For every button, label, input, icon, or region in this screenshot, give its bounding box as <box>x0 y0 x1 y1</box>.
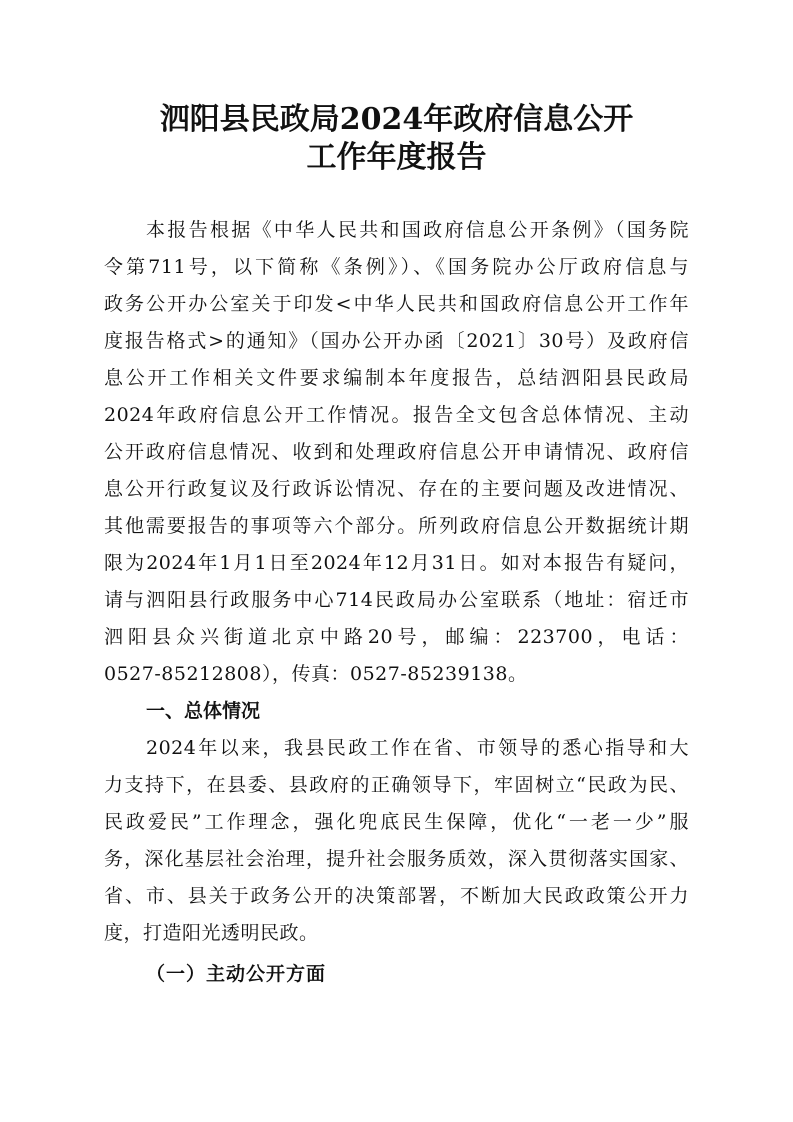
report-title-line-1: 泗阳县民政局2024年政府信息公开 <box>159 102 634 137</box>
overview-line: 务，深化基层社会治理，提升社会服务质效，深入贯彻落实国家、 <box>104 848 689 870</box>
intro-line: 泗阳县众兴街道北京中路20号，邮编：223700，电话： <box>104 626 689 648</box>
intro-line: 请与泗阳县行政服务中心714民政局办公室联系（地址：宿迁市 <box>104 589 689 611</box>
report-title-line-2: 工作年度报告 <box>306 140 487 175</box>
overview-line: 力支持下，在县委、县政府的正确领导下，牢固树立“民政为民、 <box>104 774 689 796</box>
intro-line: 0527-85212808），传真：0527-85239138。 <box>104 663 528 685</box>
intro-line: 2024年政府信息公开工作情况。报告全文包含总体情况、主动 <box>104 404 689 426</box>
overview-line: 省、市、县关于政务公开的决策部署，不断加大民政政策公开力 <box>104 885 689 907</box>
intro-line: 限为2024年1月1日至2024年12月31日。如对本报告有疑问， <box>104 552 689 574</box>
intro-line: 度报告格式>的通知》（国办公开办函〔2021〕30号）及政府信 <box>104 330 689 352</box>
overview-line: 2024年以来，我县民政工作在省、市领导的悉心指导和大 <box>146 737 689 759</box>
intro-line: 息公开工作相关文件要求编制本年度报告，总结泗阳县民政局 <box>104 367 689 389</box>
subsection-heading-active-disclosure: （一）主动公开方面 <box>146 963 327 985</box>
overview-line: 民政爱民”工作理念，强化兜底民生保障，优化“一老一少”服 <box>104 811 689 833</box>
intro-line: 息公开行政复议及行政诉讼情况、存在的主要问题及改进情况、 <box>104 478 689 500</box>
intro-line: 令第711号，以下简称《条例》）、《国务院办公厅政府信息与 <box>104 256 689 278</box>
overview-line: 度，打造阳光透明民政。 <box>104 922 319 944</box>
intro-line: 政务公开办公室关于印发<中华人民共和国政府信息公开工作年 <box>104 293 689 315</box>
intro-line: 本报告根据《中华人民共和国政府信息公开条例》（国务院 <box>146 219 689 241</box>
intro-line: 其他需要报告的事项等六个部分。所列政府信息公开数据统计期 <box>104 515 689 537</box>
intro-line: 公开政府信息情况、收到和处理政府信息公开申请情况、政府信 <box>104 441 689 463</box>
section-heading-overview: 一、总体情况 <box>146 700 261 722</box>
